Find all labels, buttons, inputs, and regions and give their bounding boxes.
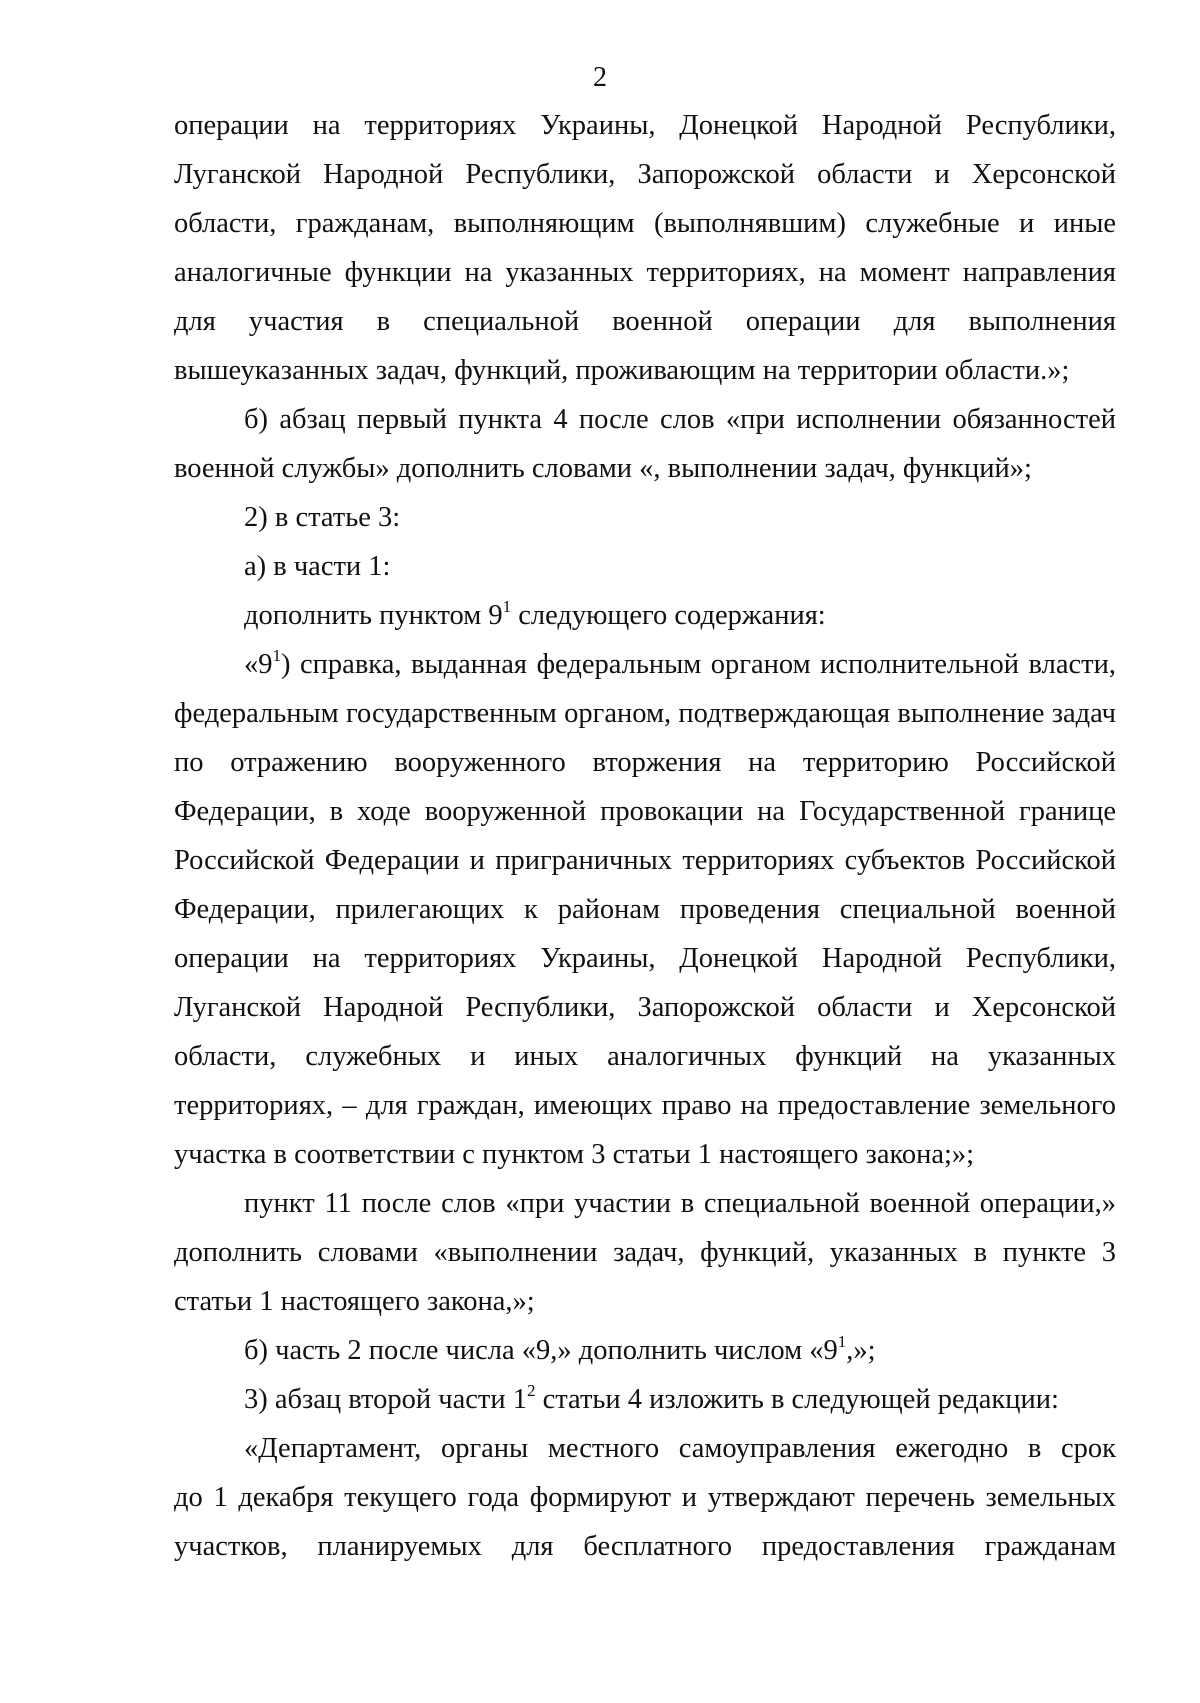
paragraph-point-11 bbox=[174, 1179, 1116, 1326]
text-line: федеральным государственным органом, подтверждающая выполнение задач bbox=[174, 698, 1116, 729]
paragraph-department bbox=[174, 1424, 1116, 1571]
text-line: дополнить словами «выполнении задач, функций, указанных в пункте 3 bbox=[174, 1237, 1116, 1268]
text-line: области, служебных и иных аналогичных функций на указанных bbox=[174, 1041, 1116, 1072]
paragraph-point-9-1 bbox=[174, 640, 1116, 1179]
paragraph-add-point bbox=[174, 591, 1116, 640]
text-line: территориях, – для граждан, имеющих право на предоставление земельного bbox=[174, 1090, 1116, 1121]
text-run: 3) абзац второй части 1 bbox=[244, 1384, 527, 1415]
text-line: операции на территориях Украины, Донецкой Народной Республики, bbox=[174, 943, 1116, 974]
text-line: области, гражданам, выполняющим (выполнявшим) служебные и иные bbox=[174, 208, 1116, 239]
document-body bbox=[174, 101, 1116, 1571]
text-line bbox=[174, 591, 1116, 640]
page-number: 2 bbox=[593, 62, 607, 93]
paragraph-article-3 bbox=[174, 493, 1116, 542]
text-line: Российской Федерации и приграничных территориях субъектов Российской bbox=[174, 845, 1116, 876]
superscript: 1 bbox=[837, 1332, 847, 1351]
text-run: «9 bbox=[244, 649, 273, 680]
text-line: участков, планируемых для бесплатного предоставления гражданам bbox=[174, 1531, 1116, 1562]
text-line bbox=[174, 1326, 1116, 1375]
text-line: Луганской Народной Республики, Запорожской области и Херсонской bbox=[174, 992, 1116, 1023]
superscript: 1 bbox=[502, 597, 512, 616]
text-run: следующего содержания: bbox=[511, 600, 826, 631]
paragraph-article-4 bbox=[174, 1375, 1116, 1424]
text-line: до 1 декабря текущего года формируют и утверждают перечень земельных bbox=[174, 1482, 1116, 1513]
text-line: военной службы» дополнить словами «, выполнении задач, функций»; bbox=[174, 453, 1032, 484]
text-line: операции на территориях Украины, Донецкой Народной Республики, bbox=[174, 110, 1116, 141]
text-line: аналогичные функции на указанных территориях, на момент направления bbox=[174, 257, 1116, 288]
text-run: ,»; bbox=[846, 1335, 876, 1366]
paragraph-continuation bbox=[174, 101, 1116, 395]
text-line: участка в соответствии с пунктом 3 статьи 1 настоящего закона;»; bbox=[174, 1139, 975, 1170]
paragraph-amendment-b bbox=[174, 395, 1116, 493]
text-run: дополнить пунктом 9 bbox=[244, 600, 503, 631]
text-line: 2) в статье 3: bbox=[244, 502, 401, 533]
text-line: по отражению вооруженного вторжения на территорию Российской bbox=[174, 747, 1116, 778]
text-run: ) справка, выданная федеральным органом исполнительной власти, bbox=[281, 649, 1116, 680]
paragraph-part-1 bbox=[174, 542, 1116, 591]
text-line: Луганской Народной Республики, Запорожской области и Херсонской bbox=[174, 159, 1116, 190]
paragraph-part-2 bbox=[174, 1326, 1116, 1375]
text-line: статьи 1 настоящего закона,»; bbox=[174, 1286, 535, 1317]
text-line: а) в части 1: bbox=[244, 551, 391, 582]
text-line bbox=[174, 640, 1116, 689]
text-run: статьи 4 изложить в следующей редакции: bbox=[535, 1384, 1059, 1415]
text-run: б) часть 2 после числа «9,» дополнить числом «9 bbox=[244, 1335, 838, 1366]
text-line bbox=[174, 1375, 1116, 1424]
text-line: «Департамент, органы местного самоуправления ежегодно в срок bbox=[244, 1433, 1116, 1464]
text-line: б) абзац первый пункта 4 после слов «при исполнении обязанностей bbox=[244, 404, 1116, 435]
superscript: 1 bbox=[272, 646, 281, 665]
superscript: 2 bbox=[526, 1381, 536, 1400]
text-line: вышеуказанных задач, функций, проживающим на территории области.»; bbox=[174, 355, 1070, 386]
text-line: пункт 11 после слов «при участии в специальной военной операции,» bbox=[244, 1188, 1116, 1219]
text-line: для участия в специальной военной операции для выполнения bbox=[174, 306, 1116, 337]
text-line: Федерации, в ходе вооруженной провокации на Государственной границе bbox=[174, 796, 1116, 827]
text-line: Федерации, прилегающих к районам проведения специальной военной bbox=[174, 894, 1116, 925]
